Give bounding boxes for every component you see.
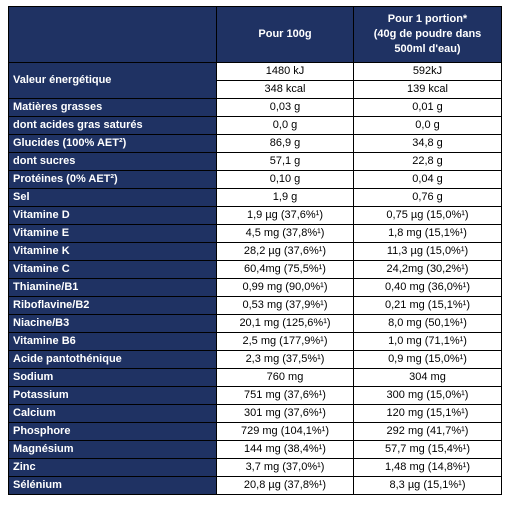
value-per-100g: 28,2 µg (37,6%¹) (217, 243, 354, 261)
value-per-100g: 751 mg (37,6%¹) (217, 387, 354, 405)
table-row (9, 387, 502, 405)
table-row (9, 279, 502, 297)
value-per-portion: 592kJ (354, 63, 502, 81)
value-per-portion: 8,3 µg (15,1%¹) (354, 477, 502, 495)
value-per-100g: 1,9 µg (37,6%¹) (217, 207, 354, 225)
value-per-100g: 86,9 g (217, 135, 354, 153)
value-per-100g: 1480 kJ (217, 63, 354, 81)
value-per-portion: 24,2mg (30,2%¹) (354, 261, 502, 279)
row-label: Matières grasses (9, 99, 217, 117)
value-per-portion: 1,48 mg (14,8%¹) (354, 459, 502, 477)
row-label: Acide pantothénique (9, 351, 217, 369)
nutrition-table (8, 6, 502, 495)
row-label: Phosphore (9, 423, 217, 441)
table-row (9, 261, 502, 279)
table-row (9, 225, 502, 243)
value-per-100g: 0,53 mg (37,9%¹) (217, 297, 354, 315)
row-label: Vitamine D (9, 207, 217, 225)
value-per-100g: 60,4mg (75,5%¹) (217, 261, 354, 279)
value-per-portion: 300 mg (15,0%¹) (354, 387, 502, 405)
row-label: Niacine/B3 (9, 315, 217, 333)
table-row (9, 441, 502, 459)
row-label: Potassium (9, 387, 217, 405)
table-row (9, 117, 502, 135)
header-corner (9, 7, 217, 63)
value-per-100g: 0,0 g (217, 117, 354, 135)
table-header-row (9, 7, 502, 63)
value-per-100g: 4,5 mg (37,8%¹) (217, 225, 354, 243)
row-label: Thiamine/B1 (9, 279, 217, 297)
value-per-portion: 0,21 mg (15,1%¹) (354, 297, 502, 315)
value-per-portion: 8,0 mg (50,1%¹) (354, 315, 502, 333)
nutrient-rows (9, 99, 502, 495)
row-label: Zinc (9, 459, 217, 477)
value-per-portion: 1,8 mg (15,1%¹) (354, 225, 502, 243)
header-per-portion (354, 7, 502, 63)
table-row (9, 243, 502, 261)
value-per-portion: 11,3 µg (15,0%¹) (354, 243, 502, 261)
table-row (9, 459, 502, 477)
value-per-100g: 57,1 g (217, 153, 354, 171)
value-per-100g: 2,3 mg (37,5%¹) (217, 351, 354, 369)
value-per-portion: 1,0 mg (71,1%¹) (354, 333, 502, 351)
row-label: Magnésium (9, 441, 217, 459)
value-per-100g: 0,99 mg (90,0%¹) (217, 279, 354, 297)
value-per-100g: 348 kcal (217, 81, 354, 99)
value-per-100g: 760 mg (217, 369, 354, 387)
value-per-100g: 144 mg (38,4%¹) (217, 441, 354, 459)
value-per-100g: 0,03 g (217, 99, 354, 117)
table-row (9, 135, 502, 153)
table-row (9, 207, 502, 225)
value-per-100g: 2,5 mg (177,9%¹) (217, 333, 354, 351)
table-row (9, 99, 502, 117)
row-label: Sodium (9, 369, 217, 387)
value-per-portion: 0,9 mg (15,0%¹) (354, 351, 502, 369)
value-per-portion: 0,75 µg (15,0%¹) (354, 207, 502, 225)
value-per-portion: 292 mg (41,7%¹) (354, 423, 502, 441)
value-per-100g: 0,10 g (217, 171, 354, 189)
value-per-100g: 729 mg (104,1%¹) (217, 423, 354, 441)
table-row (9, 351, 502, 369)
table-row (9, 405, 502, 423)
value-per-portion: 139 kcal (354, 81, 502, 99)
table-row (9, 315, 502, 333)
table-row (9, 423, 502, 441)
value-per-portion: 22,8 g (354, 153, 502, 171)
value-per-100g: 1,9 g (217, 189, 354, 207)
row-label: Vitamine K (9, 243, 217, 261)
table-row (9, 171, 502, 189)
row-label: dont sucres (9, 153, 217, 171)
value-per-100g: 20,8 µg (37,8%¹) (217, 477, 354, 495)
row-label: Sélénium (9, 477, 217, 495)
value-per-portion: 0,76 g (354, 189, 502, 207)
value-per-portion: 34,8 g (354, 135, 502, 153)
table-row (9, 369, 502, 387)
value-per-portion: 0,01 g (354, 99, 502, 117)
value-per-portion: 0,04 g (354, 171, 502, 189)
header-portion-line2: (40g de poudre dans (373, 28, 482, 40)
value-per-portion: 304 mg (354, 369, 502, 387)
table-row (9, 63, 502, 81)
table-row (9, 153, 502, 171)
row-label: dont acides gras saturés (9, 117, 217, 135)
table-row (9, 333, 502, 351)
value-per-portion: 0,40 mg (36,0%¹) (354, 279, 502, 297)
header-portion-line3: 500ml d'eau) (394, 43, 461, 55)
value-per-100g: 301 mg (37,6%¹) (217, 405, 354, 423)
row-label: Protéines (0% AET²) (9, 171, 217, 189)
row-label: Calcium (9, 405, 217, 423)
row-label: Vitamine E (9, 225, 217, 243)
row-label: Sel (9, 189, 217, 207)
row-label: Riboflavine/B2 (9, 297, 217, 315)
table-row (9, 189, 502, 207)
value-per-portion: 57,7 mg (15,4%¹) (354, 441, 502, 459)
header-portion-line1: Pour 1 portion* (387, 13, 468, 25)
table-row (9, 297, 502, 315)
row-label: Vitamine C (9, 261, 217, 279)
row-label: Vitamine B6 (9, 333, 217, 351)
row-label: Glucides (100% AET²) (9, 135, 217, 153)
value-per-portion: 120 mg (15,1%¹) (354, 405, 502, 423)
value-per-100g: 3,7 mg (37,0%¹) (217, 459, 354, 477)
value-per-100g: 20,1 mg (125,6%¹) (217, 315, 354, 333)
row-label-energy: Valeur énergétique (9, 63, 217, 99)
header-per-100g: Pour 100g (217, 7, 354, 63)
value-per-portion: 0,0 g (354, 117, 502, 135)
table-row (9, 477, 502, 495)
